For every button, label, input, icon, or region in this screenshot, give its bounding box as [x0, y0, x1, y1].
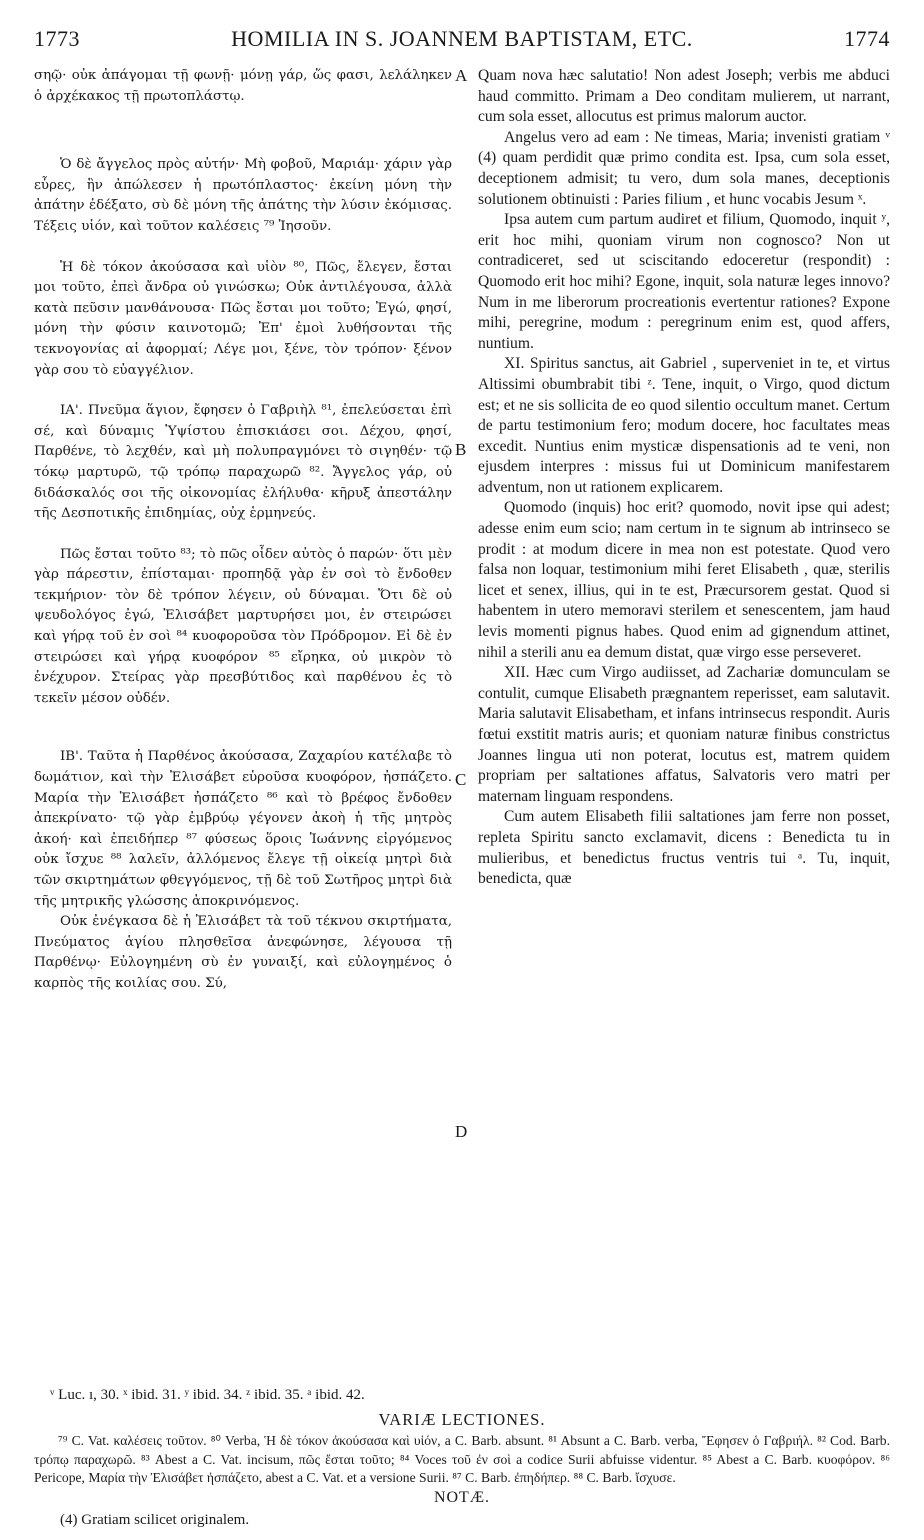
latin-paragraph: Quomodo (inquis) hoc erit? quomodo, novit ipse qui adest; adesse enim eum scio; nam certum in te signum ab intrinseco se prodit : at modum dicere in mea non est potestate. Quod vero falsa non loquar, testimonium mihi feret Elisabeth , quæ, sterilis licet et senex, illius, qui in te est, Præcursorem gestat. Quod si habentem in utero memoravi sterilem et senescentem, jam haud levis momenti pignus habes. Quod enim ad gignendum attinet, nihil a sterili anu ea demum distat, quæ virgo esse perseveret. [478, 499, 890, 661]
variae-lectiones-heading: VARIÆ LECTIONES. [378, 1410, 546, 1429]
latin-paragraph: Cum autem Elisabeth filii saltationes jam ferre non posset, repleta Spiritu sancto exclamavit, dicens : Benedicta tu in mulieribus, et benedictus fructus ventris tui ᵃ. Tu, inquit, benedicta, quæ [478, 808, 890, 888]
latin-paragraph: Ipsa autem cum partum audiret et filium, Quomodo, inquit ʸ, erit hoc mihi, quoniam virum non cognosco? Non ut contradiceret, sed ut sciscitando edoceretur (respondit) : Quomodo erit hoc mihi? Egone, inquit, sola naturæ leges innovo? Num in me liberorum procreationis evertentur rationes? Expone mihi, peregrine, modum : peregrinum enim est, quod affers, nuntium. [478, 211, 890, 352]
scripture-references: ᵛ Luc. ı, 30. ˣ ibid. 31. ʸ ibid. 34. ᶻ ibid. 35. ᵃ ibid. 42. [50, 1387, 365, 1403]
latin-paragraph: XI. Spiritus sanctus, ait Gabriel , superveniet in te, et virtus Altissimi obumbrabit tibi ᶻ. Tene, inquit, o Virgo, quod dictum est; et ne sis sollicita de eo quod silentio occultum manet. Certum de partu testimonium fero; modum docere, hoc facultates meas excedit. Nuntius enim mysticæ dispensationis ad te veni, non ejusdem interpres : missus fui ut Dominicum manifestarem adventum, non ut rationem explicarem. [478, 355, 890, 496]
margin-letter-a: A [455, 66, 468, 85]
latin-paragraph: Quam nova hæc salutatio! Non adest Joseph; verbis me abduci haud committo. Primam a Deo conditam mulierem, ut narrant, cum sola esset, allocutus est primus malorum auctor. [478, 67, 890, 126]
greek-paragraph: ΙΒ'. Ταῦτα ἡ Παρθένος ἀκούσασα, Ζαχαρίου κατέλαβε τὸ δωμάτιον, καὶ τὴν Ἐλισάβετ εὑροῦσα κυοφόρον, ἠσπάζετο. Μαρία τὴν Ἐλισάβετ ἠσπάζετο ⁸⁶ καὶ τὸ βρέφος ἔνδοθεν ἀπεκρίνατο· τῷ γὰρ ἐμβρύῳ γέγονεν ἀκοὴ ἡ τῆς μητρὸς ἀκοή· καὶ ἐπειδήπερ ⁸⁷ φύσεως ὅροις Ἰωάννης εἰργόμενος οὐκ ἴσχυε ⁸⁸ λαλεῖν, ἀλλόμενος ἔλεγε τῇ οἰκείᾳ μητρὶ διὰ τῶν σκιρτημάτων φθεγγόμενος, τῇ δὲ τοῦ Σωτῆρος μητρὶ διὰ τῆς μητρικῆς γλώσσης ἀποκρινόμενος. [34, 749, 452, 909]
margin-letter-d: D [455, 1122, 468, 1141]
margin-letter-b: B [455, 440, 467, 459]
running-header [34, 26, 890, 56]
page-number-right: 1774 [844, 26, 890, 51]
greek-paragraph: Ὁ δὲ ἄγγελος πρὸς αὐτήν· Μὴ φοβοῦ, Μαριάμ· χάριν γὰρ εὗρες, ἣν ἀπώλεσεν ἡ πρωτόπλαστος· ἐκείνη μόνη τὴν ἀπάτην ἐδέξατο, σὺ δὲ μόνη τῆς ἀπάτης τὴν λύσιν ἐκόμισας. Τέξεις υἱόν, καὶ τοῦτον καλέσεις ⁷⁹ Ἰησοῦν. [34, 157, 452, 234]
latin-paragraph: XII. Hæc cum Virgo audiisset, ad Zachariæ domunculam se contulit, cumque Elisabeth prægnantem reperisset, eam salutavit. Maria salutavit Elisabetham, et infans intrinsecus respondit. Auris fœtui exstitit matris auris; et quoniam naturæ finibus constrictus Joannes lingua uti non poterat, locutus est, matrem quidem propriam per saltationes affatus, Salvatoris vero matri per maternam linguam respondens. [478, 664, 890, 805]
notae-heading: NOTÆ. [433, 1489, 491, 1506]
latin-column [478, 66, 890, 890]
greek-paragraph: Πῶς ἔσται τοῦτο ⁸³; τὸ πῶς οἶδεν αὐτὸς ὁ παρών· ὅτι μὲν γὰρ πάρεστιν, ἐπίσταμαι· προπηδᾷ γὰρ ἐν σοὶ τὸ ἔνδοθεν τεκμήριον· τὸν δὲ τρόπον λέγειν, οὐ δύναμαι. Ὅτι δὲ οὐ ψευδολόγος ἐγώ, Ἐλισάβετ μαρτυρήσει μοι, ἐν στειρώσει καὶ γήρᾳ τοῦ ἐν σοὶ ⁸⁴ κυοφοροῦσα τὸν Πρόδρομον. Εἰ δὲ ἐν στειρώσει καὶ γήρᾳ κυοφόρον ⁸⁵ εἴρηκα, οὐ μικρὸν τὸ ἐνέχυρον. Στείρας γὰρ πρεσβύτιδος καὶ παρθένου ἐς τὸ τεκεῖν μέσον οὐδέν. [34, 546, 452, 706]
greek-paragraph: Ἡ δὲ τόκον ἀκούσασα καὶ υἱὸν ⁸⁰, Πῶς, ἔλεγεν, ἔσται μοι τοῦτο, ἐπεὶ ἄνδρα οὐ γινώσκω; Οὐκ ἀντιλέγουσα, ἀλλὰ κατὰ πεῦσιν μανθάνουσα· Πῶς ἔσται μοι τοῦτο; Ἐγώ, φησί, μόνη τὴν φύσιν καινοτομῶ; Ἐπ' ἐμοὶ λυθήσονται τῆς τεκνογονίας αἱ ἀφορμαί; Λέγε μοι, ξένε, τὸν τρόπον· ξένον γὰρ σου τὸ εὐαγγέλιον. [34, 259, 452, 378]
footnote: (4) Gratiam scilicet originalem. [60, 1512, 250, 1528]
greek-paragraph: σηῷ· οὐκ ἀπάγομαι τῇ φωνῇ· μόνῃ γάρ, ὥς φασι, λελάληκεν ὁ ἀρχέκακος τῇ πρωτοπλάστῳ. [34, 68, 452, 104]
page-number-left: 1773 [34, 26, 80, 51]
variae-lectiones-text: ⁷⁹ C. Vat. καλέσεις τοῦτον. ⁸⁰ Verba, Ἡ δὲ τόκον ἀκούσασα καὶ υἱόν, a C. Barb. absunt. ⁸¹ Absunt a C. Barb. verba, Ἔφησεν ὁ Γαβριήλ. ⁸² Cod. Barb. τρόπῳ παραχωρῶ. ⁸³ Abest a C. Vat. incisum, πῶς ἔσται τοῦτο; ⁸⁴ Voces τοῦ ἐν σοὶ a codice Surii abfuisse videntur. ⁸⁵ Abest a C. Barb. κυοφόρον. ⁸⁶ Pericope, Μαρία τὴν Ἐλισάβετ ἠσπάζετο, abest a C. Vat. et a versione Surii. ⁸⁷ C. Barb. ἐπηδήπερ. ⁸⁸ C. Barb. ἴσχυσε. [34, 1433, 890, 1485]
margin-letter-c: C [455, 770, 467, 789]
page-title: HOMILIA IN S. JOANNEM BAPTISTAM, ETC. [231, 26, 693, 51]
greek-column [34, 66, 452, 995]
greek-paragraph: ΙΑ'. Πνεῦμα ἅγιον, ἔφησεν ὁ Γαβριὴλ ⁸¹, ἐπελεύσεται ἐπὶ σέ, καὶ δύναμις Ὑψίστου ἐπισκιάσει σοι. Δέχου, φησί, Παρθένε, τὸ λεχθέν, καὶ μὴ πολυπραγμόνει τὸ σιγηθέν· τῷ τόκῳ μαρτυρῶ, τῷ τρόπῳ παραχωρῶ ⁸². Ἄγγελος γάρ, οὐ διδάσκαλός σοι τῆς οἰκονομίας ἐλήλυθα· κῆρυξ ἀπεστάλην τῆς Δεσποτικῆς ἐπιδημίας, οὐχ ἑρμηνεύς. [34, 403, 452, 522]
greek-paragraph: Οὐκ ἐνέγκασα δὲ ἡ Ἐλισάβετ τὰ τοῦ τέκνου σκιρτήματα, Πνεύματος ἁγίου πλησθεῖσα ἀνεφώνησε, λέγουσα τῇ Παρθένῳ· Εὐλογημένη σὺ ἐν γυναιξί, καὶ εὐλογημένος ὁ καρπὸς τῆς κοιλίας σου. Σύ, [34, 914, 452, 991]
latin-paragraph: Angelus vero ad eam : Ne timeas, Maria; invenisti gratiam ᵛ (4) quam perdidit quæ primo condita est. Ipsa, cum sola esset, deceptionem admisit; tu vero, dum sola manes, deceptionis solutionem obtinuisti : Paries filium , et hunc vocabis Jesum ˣ. [478, 128, 890, 208]
